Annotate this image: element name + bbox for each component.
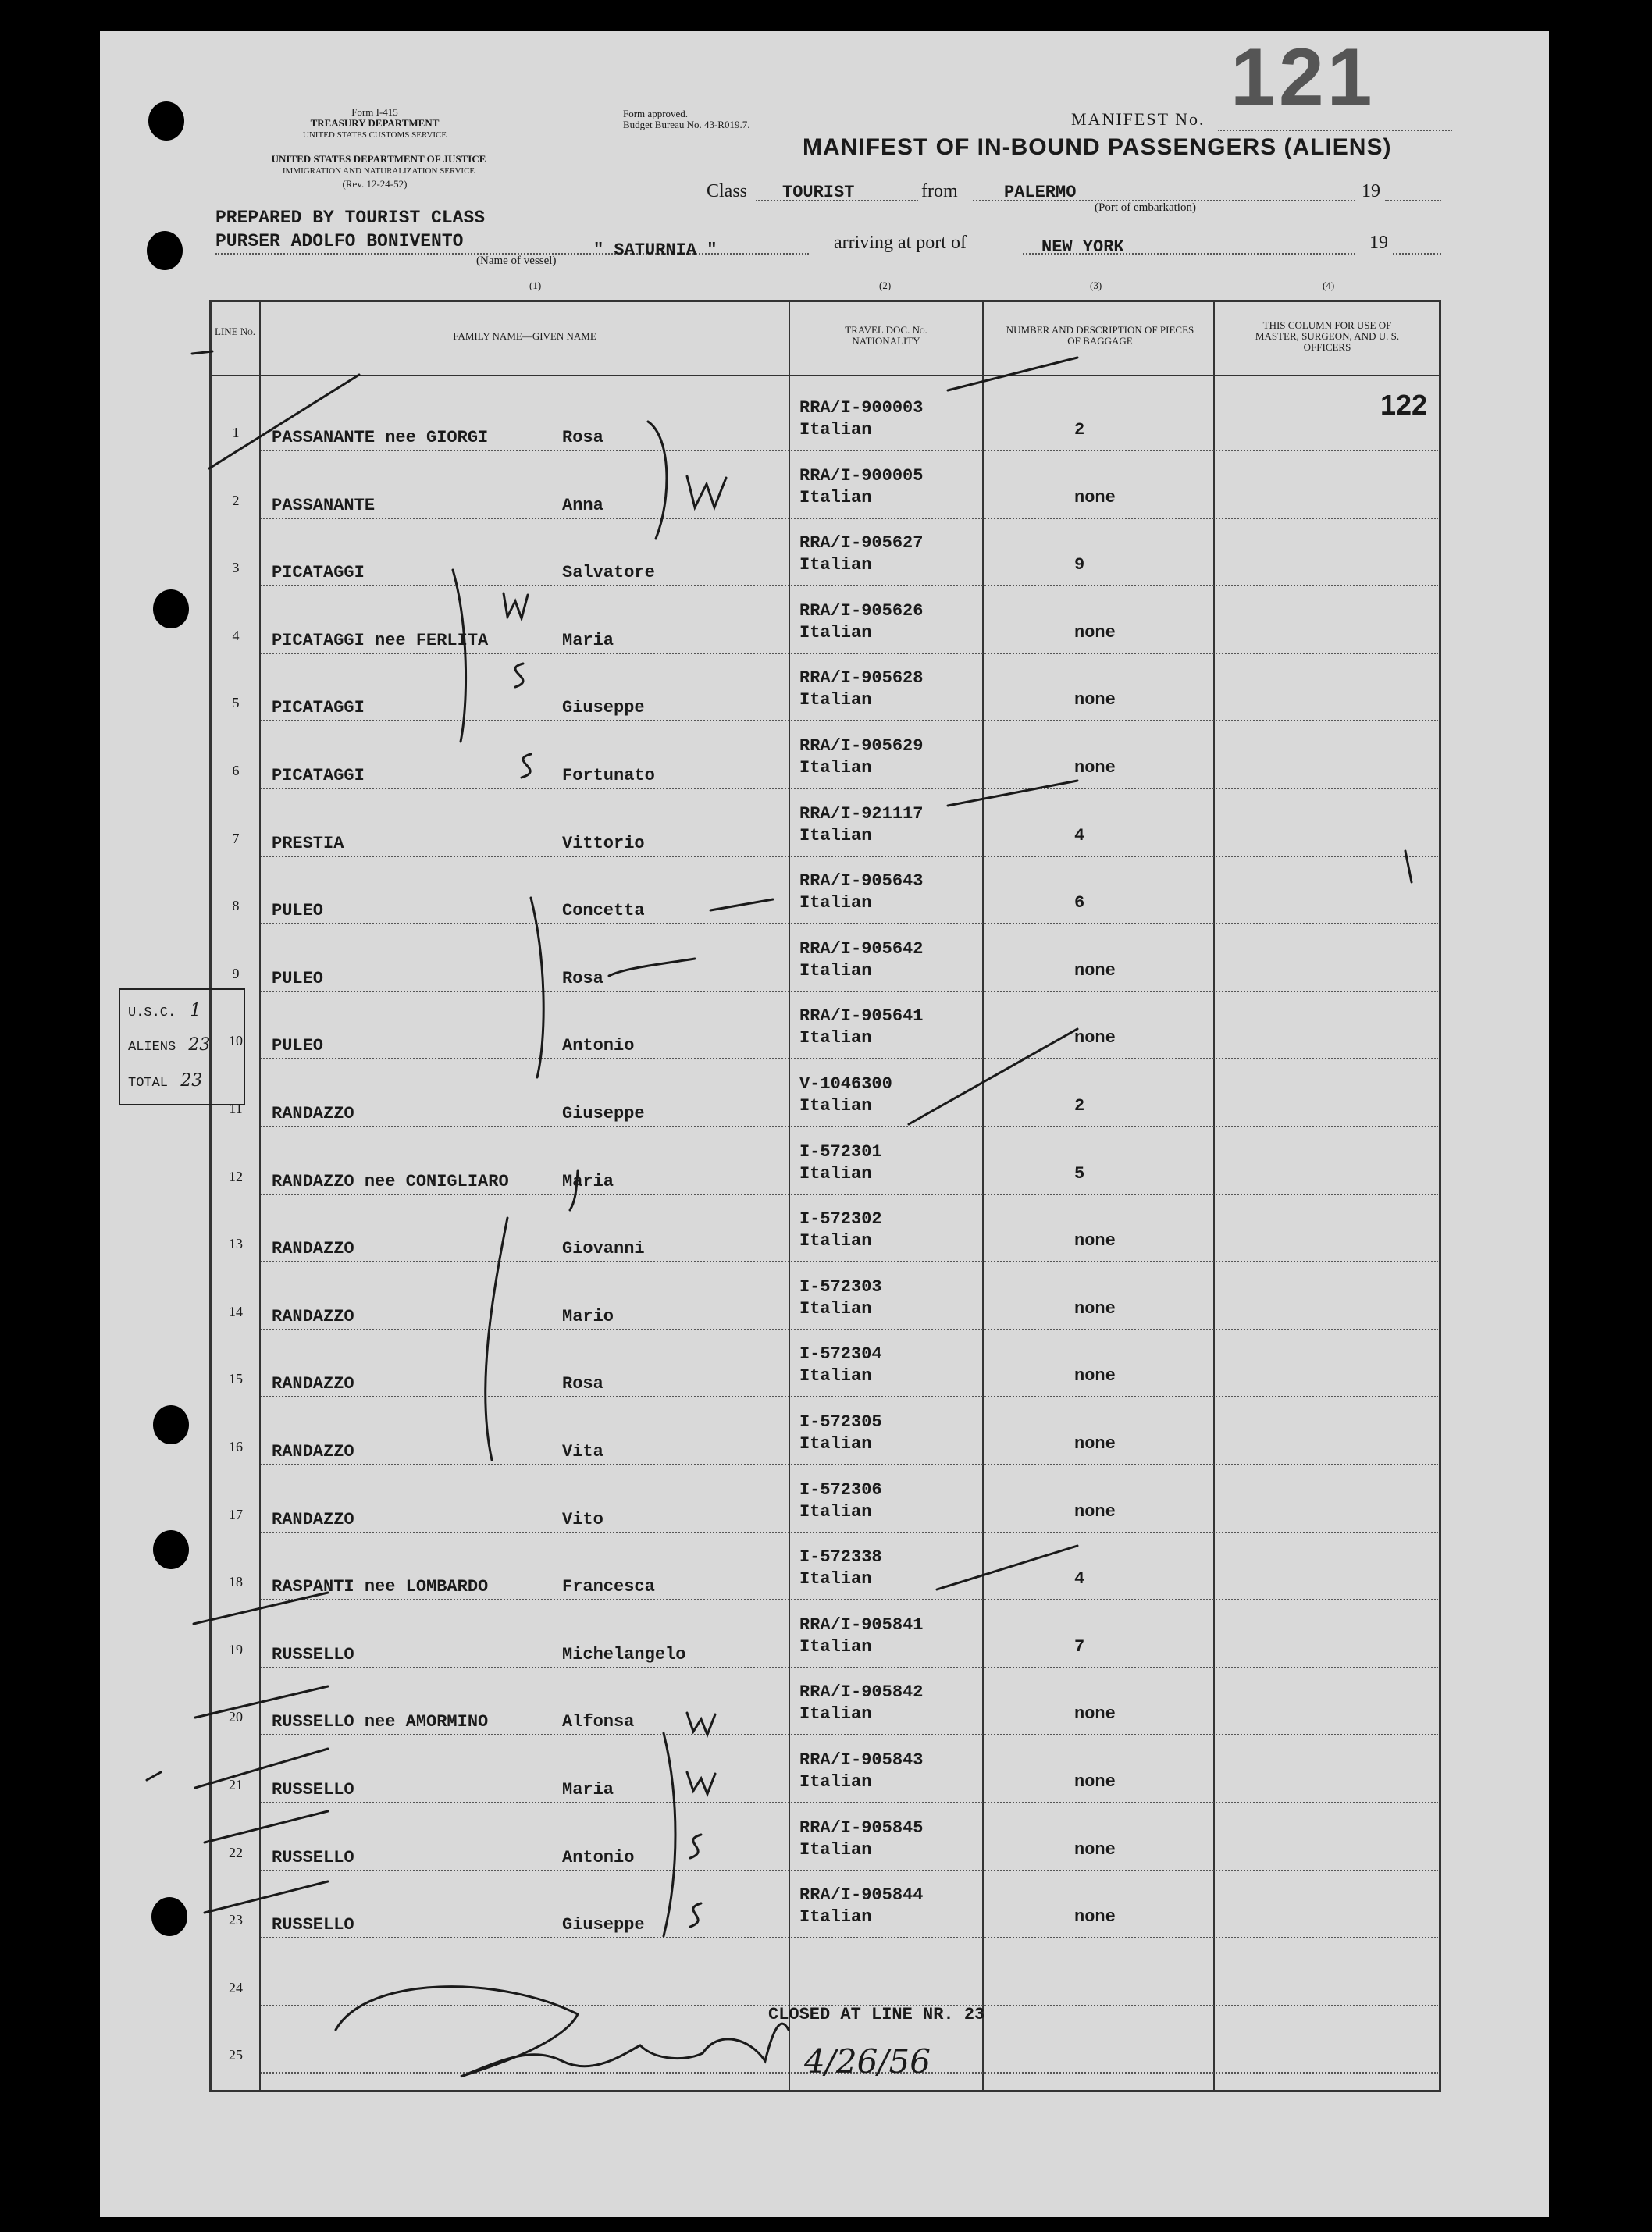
row-dotted-line	[261, 1396, 1438, 1397]
row-line-number: 24	[229, 1980, 243, 1995]
arriving-label: arriving at port of	[834, 233, 967, 253]
travel-doc-number: I-572338	[799, 1547, 882, 1567]
baggage-count: 2	[1074, 420, 1085, 440]
nationality: Italian	[799, 1096, 872, 1116]
nationality: Italian	[799, 420, 872, 440]
nationality: Italian	[799, 1704, 872, 1724]
header-family-name: FAMILY NAME—GIVEN NAME	[453, 330, 596, 342]
row-dotted-line	[261, 1058, 1438, 1059]
class-label: Class	[707, 181, 748, 201]
nationality: Italian	[799, 488, 872, 507]
travel-doc-number: RRA/I-921117	[799, 804, 924, 824]
prepared-by-line1: PREPARED BY TOURIST CLASS	[215, 208, 486, 228]
row-line-number: 19	[229, 1642, 243, 1657]
baggage-count: 4	[1074, 1569, 1085, 1589]
nationality: Italian	[799, 961, 872, 981]
col-num-3: (3)	[1090, 279, 1102, 291]
passenger-given-name: Rosa	[562, 969, 603, 988]
row-dotted-line	[261, 1532, 1438, 1533]
travel-doc-number: I-572302	[799, 1209, 882, 1229]
nationality: Italian	[799, 826, 872, 845]
nationality: Italian	[799, 1164, 872, 1184]
row-line-number: 10	[229, 1033, 243, 1048]
nationality: Italian	[799, 1502, 872, 1522]
passenger-family-name: RANDAZZO	[272, 1442, 354, 1461]
stamp-total-row	[128, 1071, 202, 1091]
nationality: Italian	[799, 1772, 872, 1792]
passenger-family-name: RANDAZZO	[272, 1510, 354, 1529]
header-travel-doc: TRAVEL DOC. No. NATIONALITY	[845, 324, 927, 347]
punch-hole	[151, 1897, 187, 1936]
travel-doc-number: RRA/I-905629	[799, 736, 924, 756]
officer-note: 122	[1380, 389, 1428, 421]
col-num-2: (2)	[879, 279, 892, 291]
prepared-by-line2: PURSER ADOLFO BONIVENTO	[215, 231, 464, 251]
passenger-family-name: PICATAGGI	[272, 563, 365, 582]
nationality: Italian	[799, 623, 872, 643]
punch-hole	[153, 1405, 189, 1444]
row-dotted-line	[261, 923, 1438, 924]
row-dotted-line	[261, 1126, 1438, 1127]
manifest-number-stamp: 121	[1230, 32, 1376, 123]
row-line-number: 17	[229, 1507, 243, 1522]
baggage-count: none	[1074, 1704, 1116, 1724]
passenger-given-name: Maria	[562, 1172, 614, 1191]
vessel-note: (Name of vessel)	[476, 255, 557, 267]
baggage-count: 6	[1074, 893, 1085, 913]
travel-doc-number: I-572304	[799, 1344, 882, 1364]
row-line-number: 11	[229, 1101, 243, 1116]
passenger-given-name: Mario	[562, 1307, 614, 1326]
stamp-aliens-row	[128, 1035, 210, 1055]
passenger-family-name: PICATAGGI nee FERLITA	[272, 631, 489, 650]
row-line-number: 3	[232, 560, 240, 575]
treasury-dept: TREASURY DEPARTMENT	[310, 117, 440, 129]
passenger-given-name: Concetta	[562, 901, 645, 920]
row-line-number: 18	[229, 1574, 243, 1589]
customs-service: UNITED STATES CUSTOMS SERVICE	[302, 130, 447, 140]
passenger-given-name: Maria	[562, 631, 614, 650]
travel-doc-number: RRA/I-905642	[799, 939, 924, 959]
travel-doc-number: RRA/I-905842	[799, 1682, 924, 1702]
baggage-count: none	[1074, 961, 1116, 981]
from-value: PALERMO	[1004, 183, 1077, 202]
travel-doc-number: V-1046300	[799, 1074, 892, 1094]
row-dotted-line	[261, 1870, 1438, 1871]
row-dotted-line	[261, 653, 1438, 654]
baggage-count: 2	[1074, 1096, 1085, 1116]
passenger-family-name: PICATAGGI	[272, 698, 365, 717]
justice-dept: UNITED STATES DEPARTMENT OF JUSTICE	[271, 153, 486, 165]
passenger-family-name: RUSSELLO	[272, 1848, 354, 1867]
passenger-family-name: RUSSELLO	[272, 1780, 354, 1799]
row-dotted-line	[261, 1329, 1438, 1330]
passenger-given-name: Maria	[562, 1780, 614, 1799]
stamp-usc-row	[128, 1001, 201, 1020]
nationality: Italian	[799, 690, 872, 710]
baggage-count: 5	[1074, 1164, 1085, 1184]
closed-at-line: CLOSED AT LINE NR. 23	[768, 2005, 985, 2024]
travel-doc-number: RRA/I-900005	[799, 466, 924, 486]
punch-hole	[153, 1530, 189, 1569]
baggage-count: none	[1074, 1231, 1116, 1251]
manifest-no-label: MANIFEST No.	[1071, 109, 1205, 129]
arriving-value: NEW YORK	[1041, 237, 1124, 257]
header-baggage: NUMBER AND DESCRIPTION OF PIECES OF BAGGAGE	[1006, 324, 1194, 347]
passenger-given-name: Michelangelo	[562, 1645, 686, 1664]
baggage-count: 9	[1074, 555, 1085, 575]
baggage-count: none	[1074, 623, 1116, 643]
passenger-family-name: RASPANTI nee LOMBARDO	[272, 1577, 489, 1597]
row-dotted-line	[261, 720, 1438, 721]
travel-doc-number: I-572301	[799, 1142, 882, 1162]
punch-hole	[148, 101, 184, 141]
table-right-border	[1439, 300, 1441, 2092]
passenger-given-name: Antonio	[562, 1036, 635, 1055]
row-dotted-line	[261, 1937, 1438, 1938]
row-line-number: 21	[229, 1777, 243, 1792]
row-line-number: 13	[229, 1236, 243, 1251]
passenger-family-name: PRESTIA	[272, 834, 344, 853]
row-line-number: 9	[232, 966, 240, 981]
passenger-given-name: Rosa	[562, 428, 603, 447]
travel-doc-number: I-572306	[799, 1480, 882, 1500]
col-num-1: (1)	[529, 279, 542, 291]
col-divider-name	[789, 300, 790, 2092]
nationality: Italian	[799, 555, 872, 575]
travel-doc-number: RRA/I-905641	[799, 1006, 924, 1026]
baggage-count: none	[1074, 1366, 1116, 1386]
passenger-family-name: RANDAZZO nee CONIGLIARO	[272, 1172, 509, 1191]
passenger-given-name: Francesca	[562, 1577, 655, 1597]
baggage-count: none	[1074, 1434, 1116, 1454]
baggage-count: none	[1074, 1772, 1116, 1792]
row-dotted-line	[261, 788, 1438, 789]
from-label: from	[921, 181, 958, 201]
baggage-count: none	[1074, 1840, 1116, 1860]
baggage-count: 7	[1074, 1637, 1085, 1657]
row-dotted-line	[261, 991, 1438, 992]
travel-doc-number: I-572303	[799, 1277, 882, 1297]
stamp-usc-label: U.S.C.	[128, 1006, 176, 1020]
travel-doc-number: RRA/I-905628	[799, 668, 924, 688]
travel-doc-number: RRA/I-905841	[799, 1615, 924, 1635]
col-divider-baggage	[1213, 300, 1215, 2092]
passenger-family-name: RUSSELLO nee AMORMINO	[272, 1712, 489, 1732]
baggage-count: none	[1074, 758, 1116, 778]
passenger-given-name: Giuseppe	[562, 1104, 645, 1123]
vessel-value: " SATURNIA "	[593, 240, 717, 260]
stamp-total-label: TOTAL	[128, 1076, 169, 1091]
passenger-given-name: Fortunato	[562, 766, 655, 785]
row-dotted-line	[261, 1261, 1438, 1262]
year-line-2	[1393, 253, 1441, 255]
passenger-given-name: Alfonsa	[562, 1712, 635, 1732]
budget-bureau: Budget Bureau No. 43-R019.7.	[623, 119, 750, 130]
baggage-count: none	[1074, 1502, 1116, 1522]
passenger-given-name: Vito	[562, 1510, 603, 1529]
baggage-count: none	[1074, 1028, 1116, 1048]
header-line-no: LINE No.	[215, 326, 255, 337]
passenger-given-name: Antonio	[562, 1848, 635, 1867]
baggage-count: none	[1074, 1299, 1116, 1319]
row-line-number: 5	[232, 695, 240, 710]
row-line-number: 6	[232, 763, 240, 778]
passenger-given-name: Rosa	[562, 1374, 603, 1394]
passenger-family-name: PULEO	[272, 1036, 324, 1055]
table-left-border	[209, 300, 212, 2092]
form-number: Form I-415	[351, 106, 398, 118]
year-label-2: 19	[1369, 233, 1388, 253]
nationality: Italian	[799, 1907, 872, 1927]
travel-doc-number: RRA/I-905845	[799, 1818, 924, 1838]
class-value: TOURIST	[782, 183, 855, 202]
col-num-4: (4)	[1323, 279, 1335, 291]
count-stamp	[119, 988, 245, 1105]
baggage-count: 4	[1074, 826, 1085, 845]
nationality: Italian	[799, 893, 872, 913]
table-bottom-border	[209, 2090, 1441, 2092]
row-dotted-line	[261, 585, 1438, 586]
punch-hole	[153, 589, 189, 628]
manifest-no-line	[1218, 130, 1452, 131]
row-line-number: 16	[229, 1439, 243, 1454]
stamp-total-value: 23	[180, 1071, 203, 1091]
passenger-family-name: RANDAZZO	[272, 1239, 354, 1258]
passenger-family-name: PULEO	[272, 969, 324, 988]
passenger-family-name: PASSANANTE	[272, 496, 376, 515]
row-line-number: 7	[232, 831, 240, 846]
row-dotted-line	[261, 1667, 1438, 1668]
baggage-count: none	[1074, 1907, 1116, 1927]
nationality: Italian	[799, 1569, 872, 1589]
ins-service: IMMIGRATION AND NATURALIZATION SERVICE	[282, 166, 475, 176]
row-line-number: 4	[232, 628, 240, 643]
passenger-given-name: Vita	[562, 1442, 603, 1461]
form-approved: Form approved.	[623, 108, 689, 119]
nationality: Italian	[799, 1366, 872, 1386]
row-dotted-line	[261, 450, 1438, 451]
year-label-1: 19	[1362, 181, 1380, 201]
row-line-number: 14	[229, 1304, 243, 1319]
passenger-family-name: RANDAZZO	[272, 1307, 354, 1326]
row-dotted-line	[261, 1734, 1438, 1735]
nationality: Italian	[799, 758, 872, 778]
nationality: Italian	[799, 1028, 872, 1048]
col-divider-doc	[982, 300, 984, 2092]
nationality: Italian	[799, 1434, 872, 1454]
row-line-number: 23	[229, 1912, 243, 1928]
travel-doc-number: RRA/I-905643	[799, 871, 924, 891]
row-dotted-line	[261, 1464, 1438, 1465]
row-line-number: 15	[229, 1371, 243, 1387]
nationality: Italian	[799, 1840, 872, 1860]
travel-doc-number: RRA/I-905626	[799, 601, 924, 621]
port-embarkation-note: (Port of embarkation)	[1095, 201, 1196, 214]
passenger-given-name: Giuseppe	[562, 1915, 645, 1935]
row-line-number: 20	[229, 1709, 243, 1725]
nationality: Italian	[799, 1637, 872, 1657]
page-title: MANIFEST OF IN-BOUND PASSENGERS (ALIENS)	[803, 134, 1392, 160]
passenger-given-name: Giuseppe	[562, 698, 645, 717]
header-officers: THIS COLUMN FOR USE OF MASTER, SURGEON, AND U. S. OFFICERS	[1255, 319, 1400, 353]
travel-doc-number: RRA/I-900003	[799, 398, 924, 418]
row-dotted-line	[261, 856, 1438, 857]
year-line-1	[1385, 200, 1441, 201]
punch-hole	[147, 231, 183, 270]
row-dotted-line	[261, 518, 1438, 519]
nationality: Italian	[799, 1299, 872, 1319]
travel-doc-number: RRA/I-905627	[799, 533, 924, 553]
passenger-given-name: Salvatore	[562, 563, 655, 582]
passenger-family-name: RUSSELLO	[272, 1645, 354, 1664]
passenger-given-name: Giovanni	[562, 1239, 645, 1258]
row-dotted-line	[261, 1802, 1438, 1803]
passenger-family-name: RUSSELLO	[272, 1915, 354, 1935]
baggage-count: none	[1074, 690, 1116, 710]
row-line-number: 1	[232, 425, 240, 440]
passenger-family-name: PULEO	[272, 901, 324, 920]
travel-doc-number: RRA/I-905843	[799, 1750, 924, 1770]
header-row-border	[209, 375, 1441, 376]
row-dotted-line	[261, 1194, 1438, 1195]
stamp-aliens-label: ALIENS	[128, 1040, 176, 1055]
row-line-number: 12	[229, 1169, 243, 1184]
stamp-aliens-value: 23	[188, 1035, 211, 1055]
passenger-family-name: PASSANANTE nee GIORGI	[272, 428, 489, 447]
table-top-border	[209, 300, 1441, 302]
passenger-family-name: RANDAZZO	[272, 1374, 354, 1394]
stamp-usc-value: 1	[190, 1001, 201, 1020]
passenger-given-name: Vittorio	[562, 834, 645, 853]
passenger-given-name: Anna	[562, 496, 603, 515]
passenger-family-name: PICATAGGI	[272, 766, 365, 785]
row-dotted-line	[261, 1599, 1438, 1600]
row-line-number: 22	[229, 1845, 243, 1860]
passenger-family-name: RANDAZZO	[272, 1104, 354, 1123]
nationality: Italian	[799, 1231, 872, 1251]
row-line-number: 25	[229, 2047, 243, 2063]
travel-doc-number: I-572305	[799, 1412, 882, 1432]
col-divider-line	[259, 300, 261, 2092]
row-line-number: 2	[232, 493, 240, 508]
closed-date: 4/26/56	[804, 2042, 931, 2081]
baggage-count: none	[1074, 488, 1116, 507]
travel-doc-number: RRA/I-905844	[799, 1885, 924, 1905]
row-line-number: 8	[232, 898, 240, 913]
revision: (Rev. 12-24-52)	[342, 178, 408, 190]
